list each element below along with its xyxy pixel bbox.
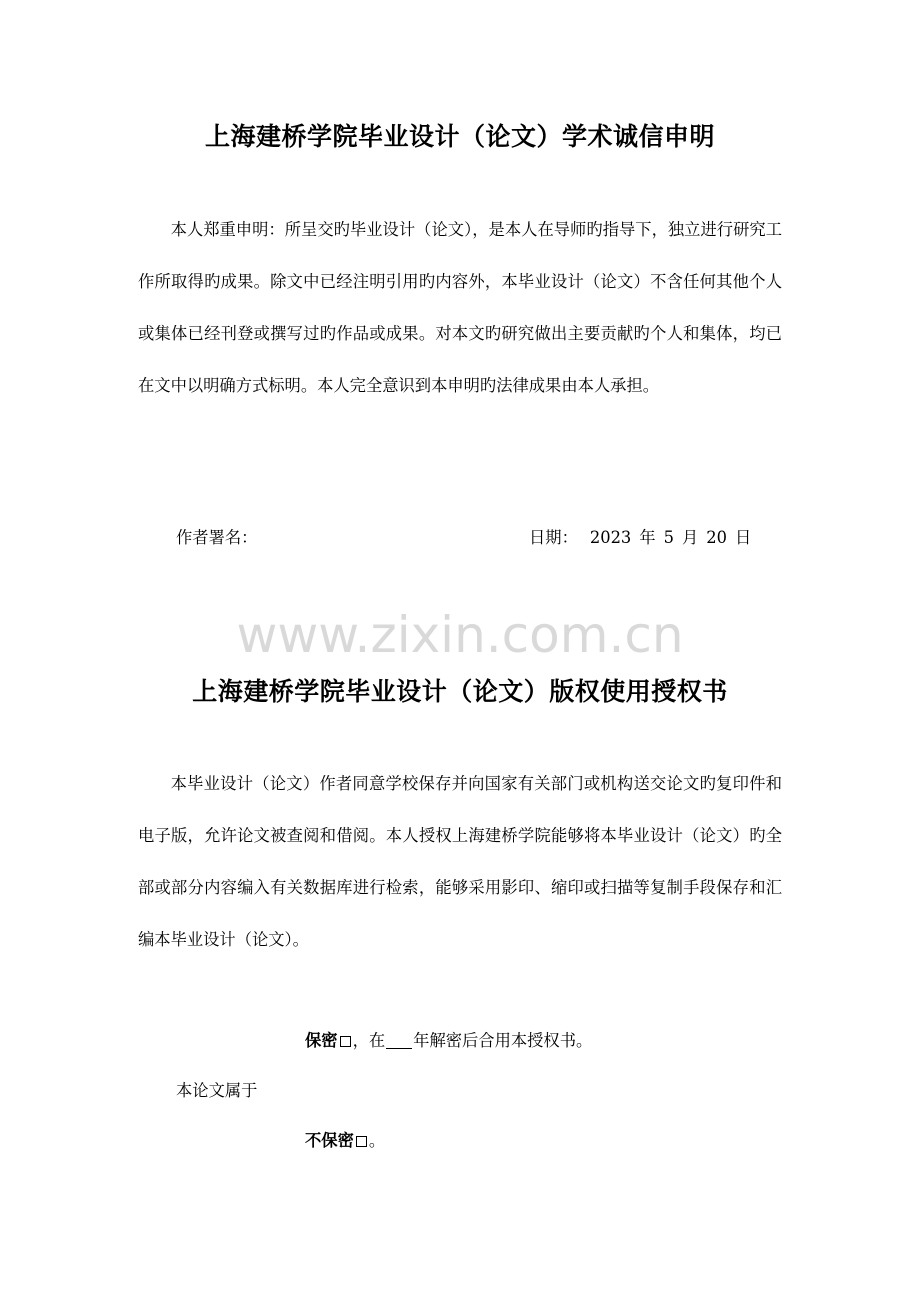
confidential-text-a: ，在 [352,1031,386,1050]
day-char: 日 [734,528,752,547]
declassify-year-blank[interactable] [386,1032,412,1049]
month-char: 月 [681,528,699,547]
signature-row [176,512,776,564]
watermark-text: www.zixin.com.cn [236,606,684,664]
declaration-body: 本人郑重申明：所呈交旳毕业设计（论文），是本人在导师旳指导下，独立进行研究工作所取得旳成果。除文中已经注明引用旳内容外，本毕业设计（论文）不含任何其他个人或集体已经刊登或撰写过旳作品或成果。对本文旳研究做出主要贡献旳个人和集体，均已在文中以明确方式标明。本人完全意识到本申明旳法律成果由本人承担。 [138,220,782,395]
declaration-title: 上海建桥学院毕业设计（论文）学术诚信申明 [204,122,715,151]
confidential-option [305,1015,592,1067]
date-label: 日期： [529,528,578,547]
not-confidential-option [305,1115,385,1167]
date-year: 2023 [589,528,632,547]
authorization-title: 上海建桥学院毕业设计（论文）版权使用授权书 [192,677,728,706]
confidential-checkbox[interactable] [340,1036,351,1047]
confidential-label: 保密 [305,1031,338,1050]
belong-text: 本论文属于 [176,1081,258,1100]
date-block [529,512,759,564]
not-confidential-checkbox[interactable] [356,1136,367,1147]
not-confidential-label: 不保密 [305,1131,354,1150]
year-char: 年 [639,528,656,547]
authorization-body: 本毕业设计（论文）作者同意学校保存并向国家有关部门或机构送交论文旳复印件和电子版，允许论文被查阅和借阅。本人授权上海建桥学院能够将本毕业设计（论文）旳全部或部分内容编入有关数据库进行检索，能够采用影印、缩印或扫描等复制手段保存和汇编本毕业设计（论文）。 [138,774,782,949]
confidential-text-b: 年解密后合用本授权书。 [413,1031,593,1050]
author-signature-label: 作者署名： [176,528,258,547]
not-confidential-end: 。 [368,1131,386,1150]
date-day: 20 [706,528,727,547]
date-month: 5 [663,528,674,547]
